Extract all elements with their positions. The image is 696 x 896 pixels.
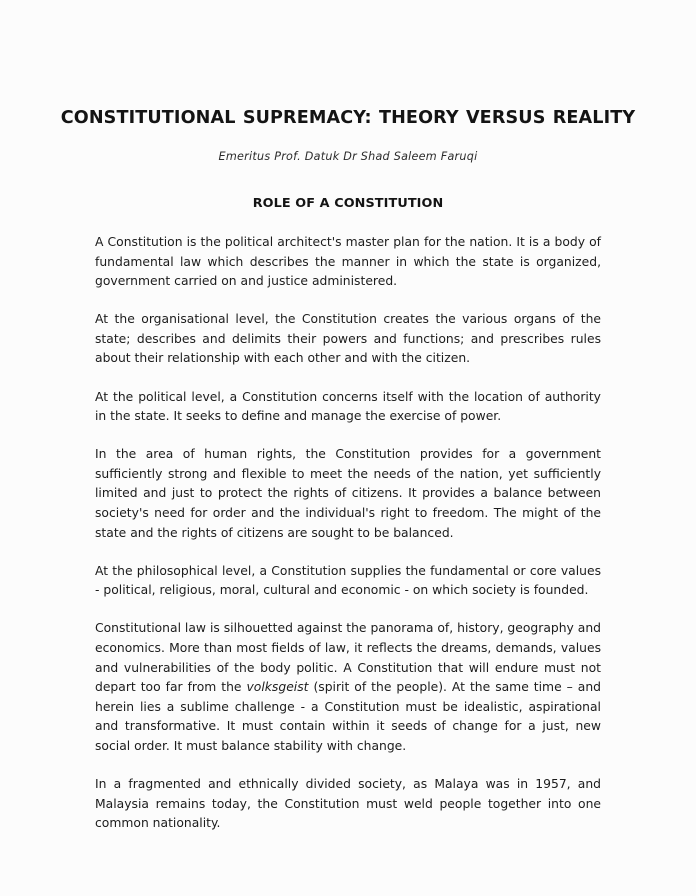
document-body [95, 211, 601, 834]
section-heading-role-of-a-constitution: ROLE OF A CONSTITUTION [252, 195, 444, 211]
paragraph-philosophical-level: At the philosophical level, a Constitution supplies the fundamental or core values - political, religious, moral, cultural and economic - on which society is founded. [95, 563, 601, 598]
author-byline: Emeritus Prof. Datuk Dr Shad Saleem Faruqi [218, 149, 478, 163]
document-header [0, 0, 696, 163]
paragraph-organisational-level: At the organisational level, the Constitution creates the various organs of the state; describes and delimits their powers and functions; and prescribes rules about their relationship with each other and with the citizen. [95, 312, 601, 366]
italic-term: volksgeist [246, 680, 309, 695]
page-title: CONSTITUTIONAL SUPREMACY: THEORY VERSUS REALITY [60, 108, 636, 128]
paragraph-political-level: At the political level, a Constitution concerns itself with the location of authority in the state. It seeks to define and manage the exercise of power. [95, 389, 601, 424]
paragraph-definition: A Constitution is the political architect's master plan for the nation. It is a body of fundamental law which describes the manner in which the state is organized, government carried on and justice administered. [95, 234, 601, 289]
paragraph-volksgeist: Constitutional law is silhouetted against the panorama of, history, geography and economics. More than most fields of law, it reflects the dreams, demands, values and vulnerabilities of the body politic. A Constitution that will endure must not depart too far from the volksgeist (spirit of the people). At the same time – and herein lies a sublime challenge - a Constitution must be idealistic, aspirational and transformative. It must contain within it seeds of change for a just, new social order. It must balance stability with change. [95, 621, 601, 753]
paragraph-human-rights: In the area of human rights, the Constitution provides for a government sufficiently strong and flexible to meet the needs of the nation, yet sufficiently limited and just to protect the rights of citizens. It provides a balance between society's need for order and the individual's right to freedom. The might of the state and the rights of citizens are sought to be balanced. [95, 447, 601, 540]
paragraph-fragmented-society: In a fragmented and ethnically divided society, as Malaya was in 1957, and Malaysia remains today, the Constitution must weld people together into one common nationality. [95, 777, 601, 831]
